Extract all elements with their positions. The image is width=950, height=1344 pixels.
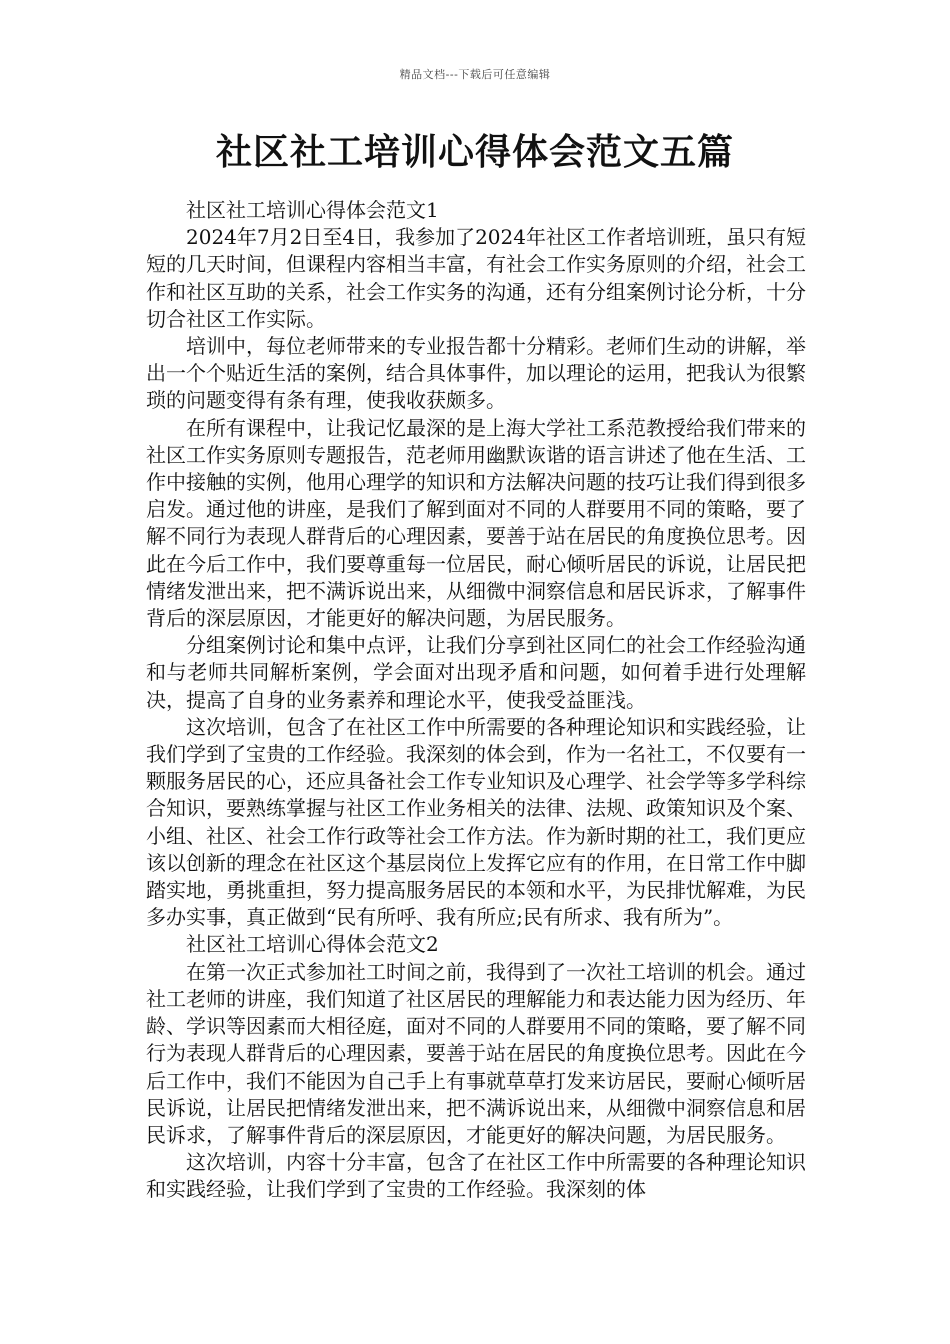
header-watermark: 精品文档---下载后可任意编辑 bbox=[399, 68, 551, 81]
paragraph: 这次培训，内容十分丰富，包含了在社区工作中所需要的各种理论知识和实践经验，让我们学到了宝贵的工作经验。我深刻的体 bbox=[146, 1150, 806, 1202]
paragraph: 分组案例讨论和集中点评，让我们分享到社区同仁的社会工作经验沟通和与老师共同解析案例，学会面对出现矛盾和问题，如何着手进行处理解决，提高了自身的业务素养和理论水平，使我受益匪浅。 bbox=[146, 633, 806, 712]
document-title: 社区社工培训心得体会范文五篇 bbox=[215, 131, 734, 173]
paragraph: 在第一次正式参加社工时间之前，我得到了一次社工培训的机会。通过社工老师的讲座，我们知道了社区居民的理解能力和表达能力因为经历、年龄、学识等因素而大相径庭，面对不同的人群要用不同的策略，要了解不同行为表现人群背后的心理因素，要善于站在居民的角度换位思考。因此在今后工作中，我们不能因为自己手上有事就草草打发来访居民，要耐心倾听居民诉说，让居民把情绪发泄出来，把不满诉说出来，从细微中洞察信息和居民诉求，了解事件背后的深层原因，才能更好的解决问题，为居民服务。 bbox=[146, 959, 806, 1147]
section-heading-2: 社区社工培训心得体会范文2 bbox=[186, 932, 439, 957]
paragraph: 这次培训，包含了在社区工作中所需要的各种理论知识和实践经验，让我们学到了宝贵的工作经验。我深刻的体会到，作为一名社工，不仅要有一颗服务居民的心，还应具备社会工作专业知识及心理学、社会学等多学科综合知识，要熟练掌握与社区工作业务相关的法律、法规、政策知识及个案、小组、社区、社会工作行政等社会工作方法。作为新时期的社工，我们更应该以创新的理念在社区这个基层岗位上发挥它应有的作用，在日常工作中脚踏实地，勇挑重担，努力提高服务居民的本领和水平，为民排忧解难，为民多办实事，真正做到“民有所呼、我有所应;民有所求、我有所为”。 bbox=[146, 714, 806, 930]
document-body bbox=[146, 197, 806, 1204]
paragraph: 2024年7月2日至4日，我参加了2024年社区工作者培训班，虽只有短短的几天时间，但课程内容相当丰富，有社会工作实务原则的介绍，社会工作和社区互助的关系，社会工作实务的沟通，还有分组案例讨论分析，十分切合社区工作实际。 bbox=[146, 225, 806, 331]
paragraph: 在所有课程中，让我记忆最深的是上海大学社工系范教授给我们带来的社区工作实务原则专题报告，范老师用幽默诙谐的语言讲述了他在生活、工作中接触的实例，他用心理学的知识和方法解决问题的技巧让我们得到很多启发。通过他的讲座，是我们了解到面对不同的人群要用不同的策略，要了解不同行为表现人群背后的心理因素，要善于站在居民的角度换位思考。因此在今后工作中，我们要尊重每一位居民，耐心倾听居民的诉说，让居民把情绪发泄出来，把不满诉说出来，从细微中洞察信息和居民诉求，了解事件背后的深层原因，才能更好的解决问题，为居民服务。 bbox=[146, 415, 806, 631]
section-heading-1: 社区社工培训心得体会范文1 bbox=[186, 198, 439, 222]
paragraph: 培训中，每位老师带来的专业报告都十分精彩。老师们生动的讲解，举出一个个贴近生活的案例，结合具体事件，加以理论的运用，把我认为很繁琐的问题变得有条有理，使我收获颇多。 bbox=[146, 334, 806, 413]
